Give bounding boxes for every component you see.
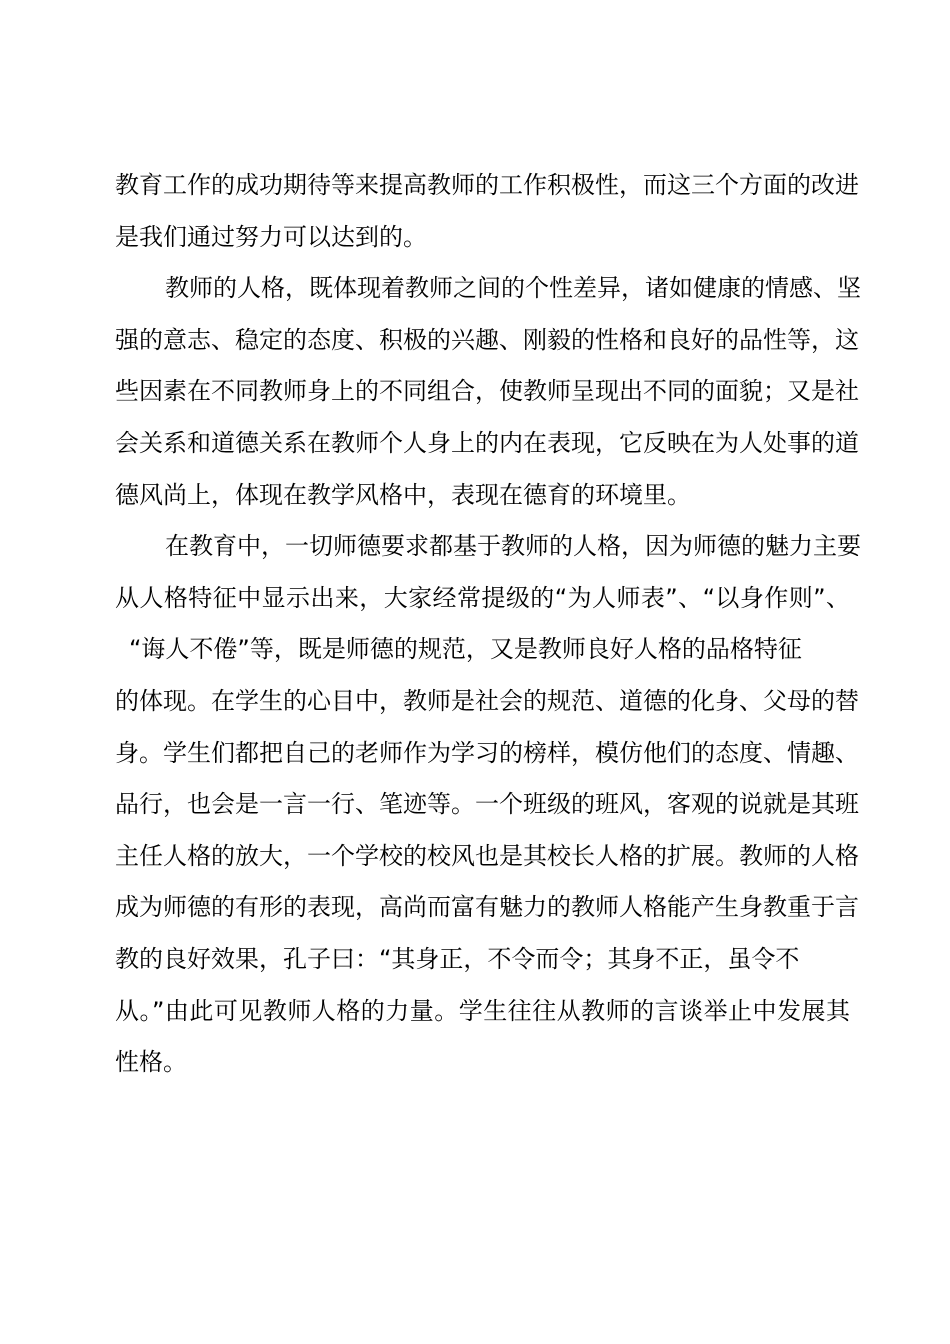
text-line: 主任人格的放大，一个学校的校风也是其校长人格的扩展。教师的人格 xyxy=(115,841,859,870)
text-line: 从人格特征中显示出来，大家经常提级的“为人师表”、“以身作则”、 xyxy=(115,583,850,612)
text-line: 身。学生们都把自己的老师作为学习的榜样，模仿他们的态度、情趣、 xyxy=(115,738,859,767)
text-line: 成为师德的有形的表现，高尚而富有魅力的教师人格能产生身教重于言 xyxy=(115,893,859,922)
text-line: 强的意志、稳定的态度、积极的兴趣、刚毅的性格和良好的品性等，这 xyxy=(115,325,859,354)
text-line: 会关系和道德关系在教师个人身上的内在表现，它反映在为人处事的道 xyxy=(115,428,859,457)
text-line: 教的良好效果，孔子曰：“其身正，不令而令；其身不正，虽令不 xyxy=(115,944,800,973)
paragraph-start-line: 教师的人格，既体现着教师之间的个性差异，诸如健康的情感、坚 xyxy=(165,274,861,303)
paragraph-start-line: 在教育中，一切师德要求都基于教师的人格，因为师德的魅力主要 xyxy=(165,532,861,561)
text-line: 德风尚上，体现在教学风格中，表现在德育的环境里。 xyxy=(115,480,691,509)
text-line: 性格。 xyxy=(115,1048,187,1077)
text-line: “诲人不倦”等，既是师德的规范，又是教师良好人格的品格特征 xyxy=(129,635,802,664)
text-line: 教育工作的成功期待等来提高教师的工作积极性，而这三个方面的改进 xyxy=(115,171,859,199)
text-line: 是我们通过努力可以达到的。 xyxy=(115,222,427,251)
text-line: 品行，也会是一言一行、笔迹等。一个班级的班风，客观的说就是其班 xyxy=(115,790,859,819)
document-body xyxy=(115,160,861,1089)
text-line: 从。”由此可见教师人格的力量。学生往往从教师的言谈举止中发展其 xyxy=(115,996,850,1025)
text-line: 的体现。在学生的心目中，教师是社会的规范、道德的化身、父母的替 xyxy=(115,686,859,715)
text-line: 些因素在不同教师身上的不同组合，使教师呈现出不同的面貌；又是社 xyxy=(115,377,859,406)
